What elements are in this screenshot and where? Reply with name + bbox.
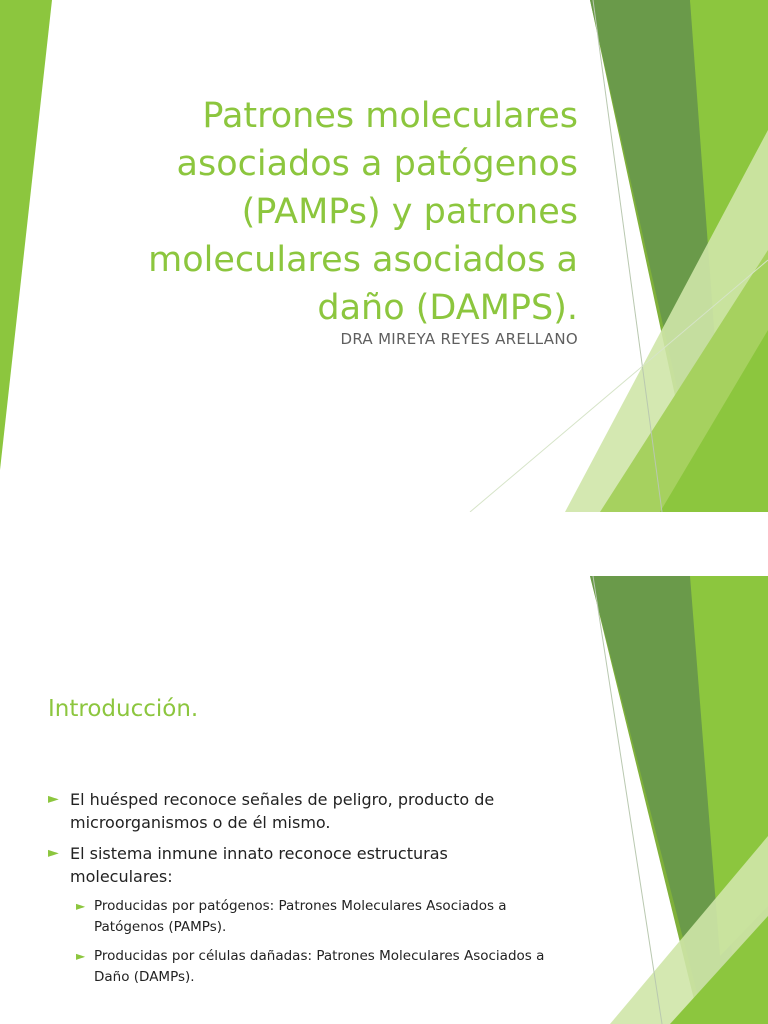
slide-title [108, 92, 578, 332]
sub-list-item-text: Producidas por células dañadas: Patrones Moleculares Asociados a Daño (DAMPs). [94, 948, 545, 985]
list-item [48, 842, 548, 888]
slide-subtitle: DRA MIREYA REYES ARELLANO [340, 330, 578, 348]
triangle-right-icon: ► [48, 845, 59, 861]
title-line: moleculares asociados a [148, 240, 578, 280]
bullet-list [48, 788, 548, 996]
slide-gap [0, 512, 768, 576]
title-line: Patrones moleculares [202, 96, 578, 136]
title-line: (PAMPs) y patrones [241, 192, 578, 232]
slide-title: Introducción. [48, 696, 199, 722]
triangle-right-icon: ► [76, 949, 86, 963]
sub-list-item-text: Producidas por patógenos: Patrones Moleculares Asociados a Patógenos (PAMPs). [94, 898, 507, 935]
list-item-text: El huésped reconoce señales de peligro, producto de microorganismos o de él mismo. [70, 790, 495, 832]
triangle-right-icon: ► [48, 791, 59, 807]
sub-list-item [76, 946, 548, 988]
sub-list-item [76, 896, 548, 938]
title-line: daño (DAMPS). [317, 288, 578, 328]
title-line: asociados a patógenos [176, 144, 578, 184]
list-item-text: El sistema inmune innato reconoce estructuras moleculares: [70, 844, 448, 886]
intro-slide [0, 576, 768, 1024]
triangle-right-icon: ► [76, 899, 86, 913]
list-item [48, 788, 548, 834]
